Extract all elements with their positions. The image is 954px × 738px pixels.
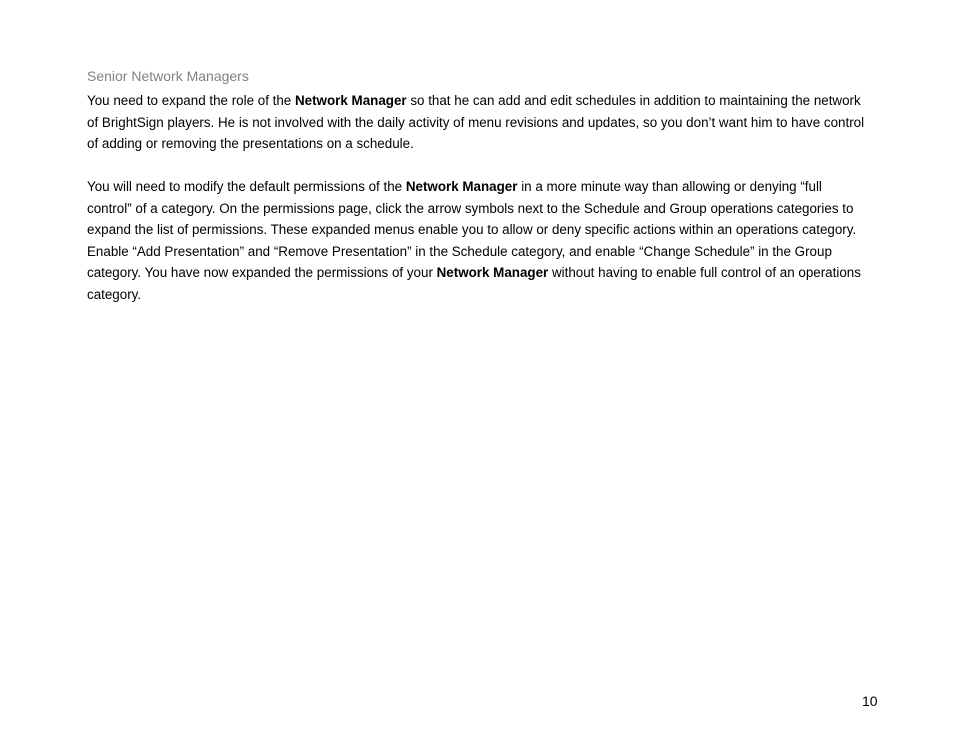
- paragraph-1-text-1: You need to expand the role of the: [87, 93, 295, 108]
- paragraph-2-bold-network-manager-2: Network Manager: [436, 265, 549, 281]
- paragraph-2: [87, 176, 867, 306]
- section-heading: Senior Network Managers: [87, 68, 249, 84]
- paragraph-1-bold-network-manager: Network Manager: [294, 93, 407, 108]
- page-number: 10: [862, 693, 878, 709]
- paragraph-1-text-2: so that he can add and edit schedules in addition to maintaining the network of BrightSign players. He is not involved with the daily activity of menu revisions and updates, so you don’t want him to have control of adding or removing the presentations on a schedule.: [87, 93, 865, 152]
- paragraph-2-text-1: You will need to modify the default permissions of the: [87, 179, 406, 194]
- paragraph-2-text-3: without having to enable full control of an operations category.: [87, 265, 861, 302]
- paragraph-2-text-2: in a more minute way than allowing or denying “full control” of a category. On the permissions page, click the arrow symbols next to the Schedule and Group operations categories to expand the list of permissions. These expanded menus enable you to allow or deny specific actions within an operations category. Enable “Add Presentation” and “Remove Presentation” in the Schedule category, and enable “Change Schedule” in the Group category. You have now expanded the permissions of your: [87, 179, 857, 281]
- paragraph-1: [87, 90, 867, 155]
- paragraph-2-bold-network-manager-1: Network Manager: [405, 179, 518, 194]
